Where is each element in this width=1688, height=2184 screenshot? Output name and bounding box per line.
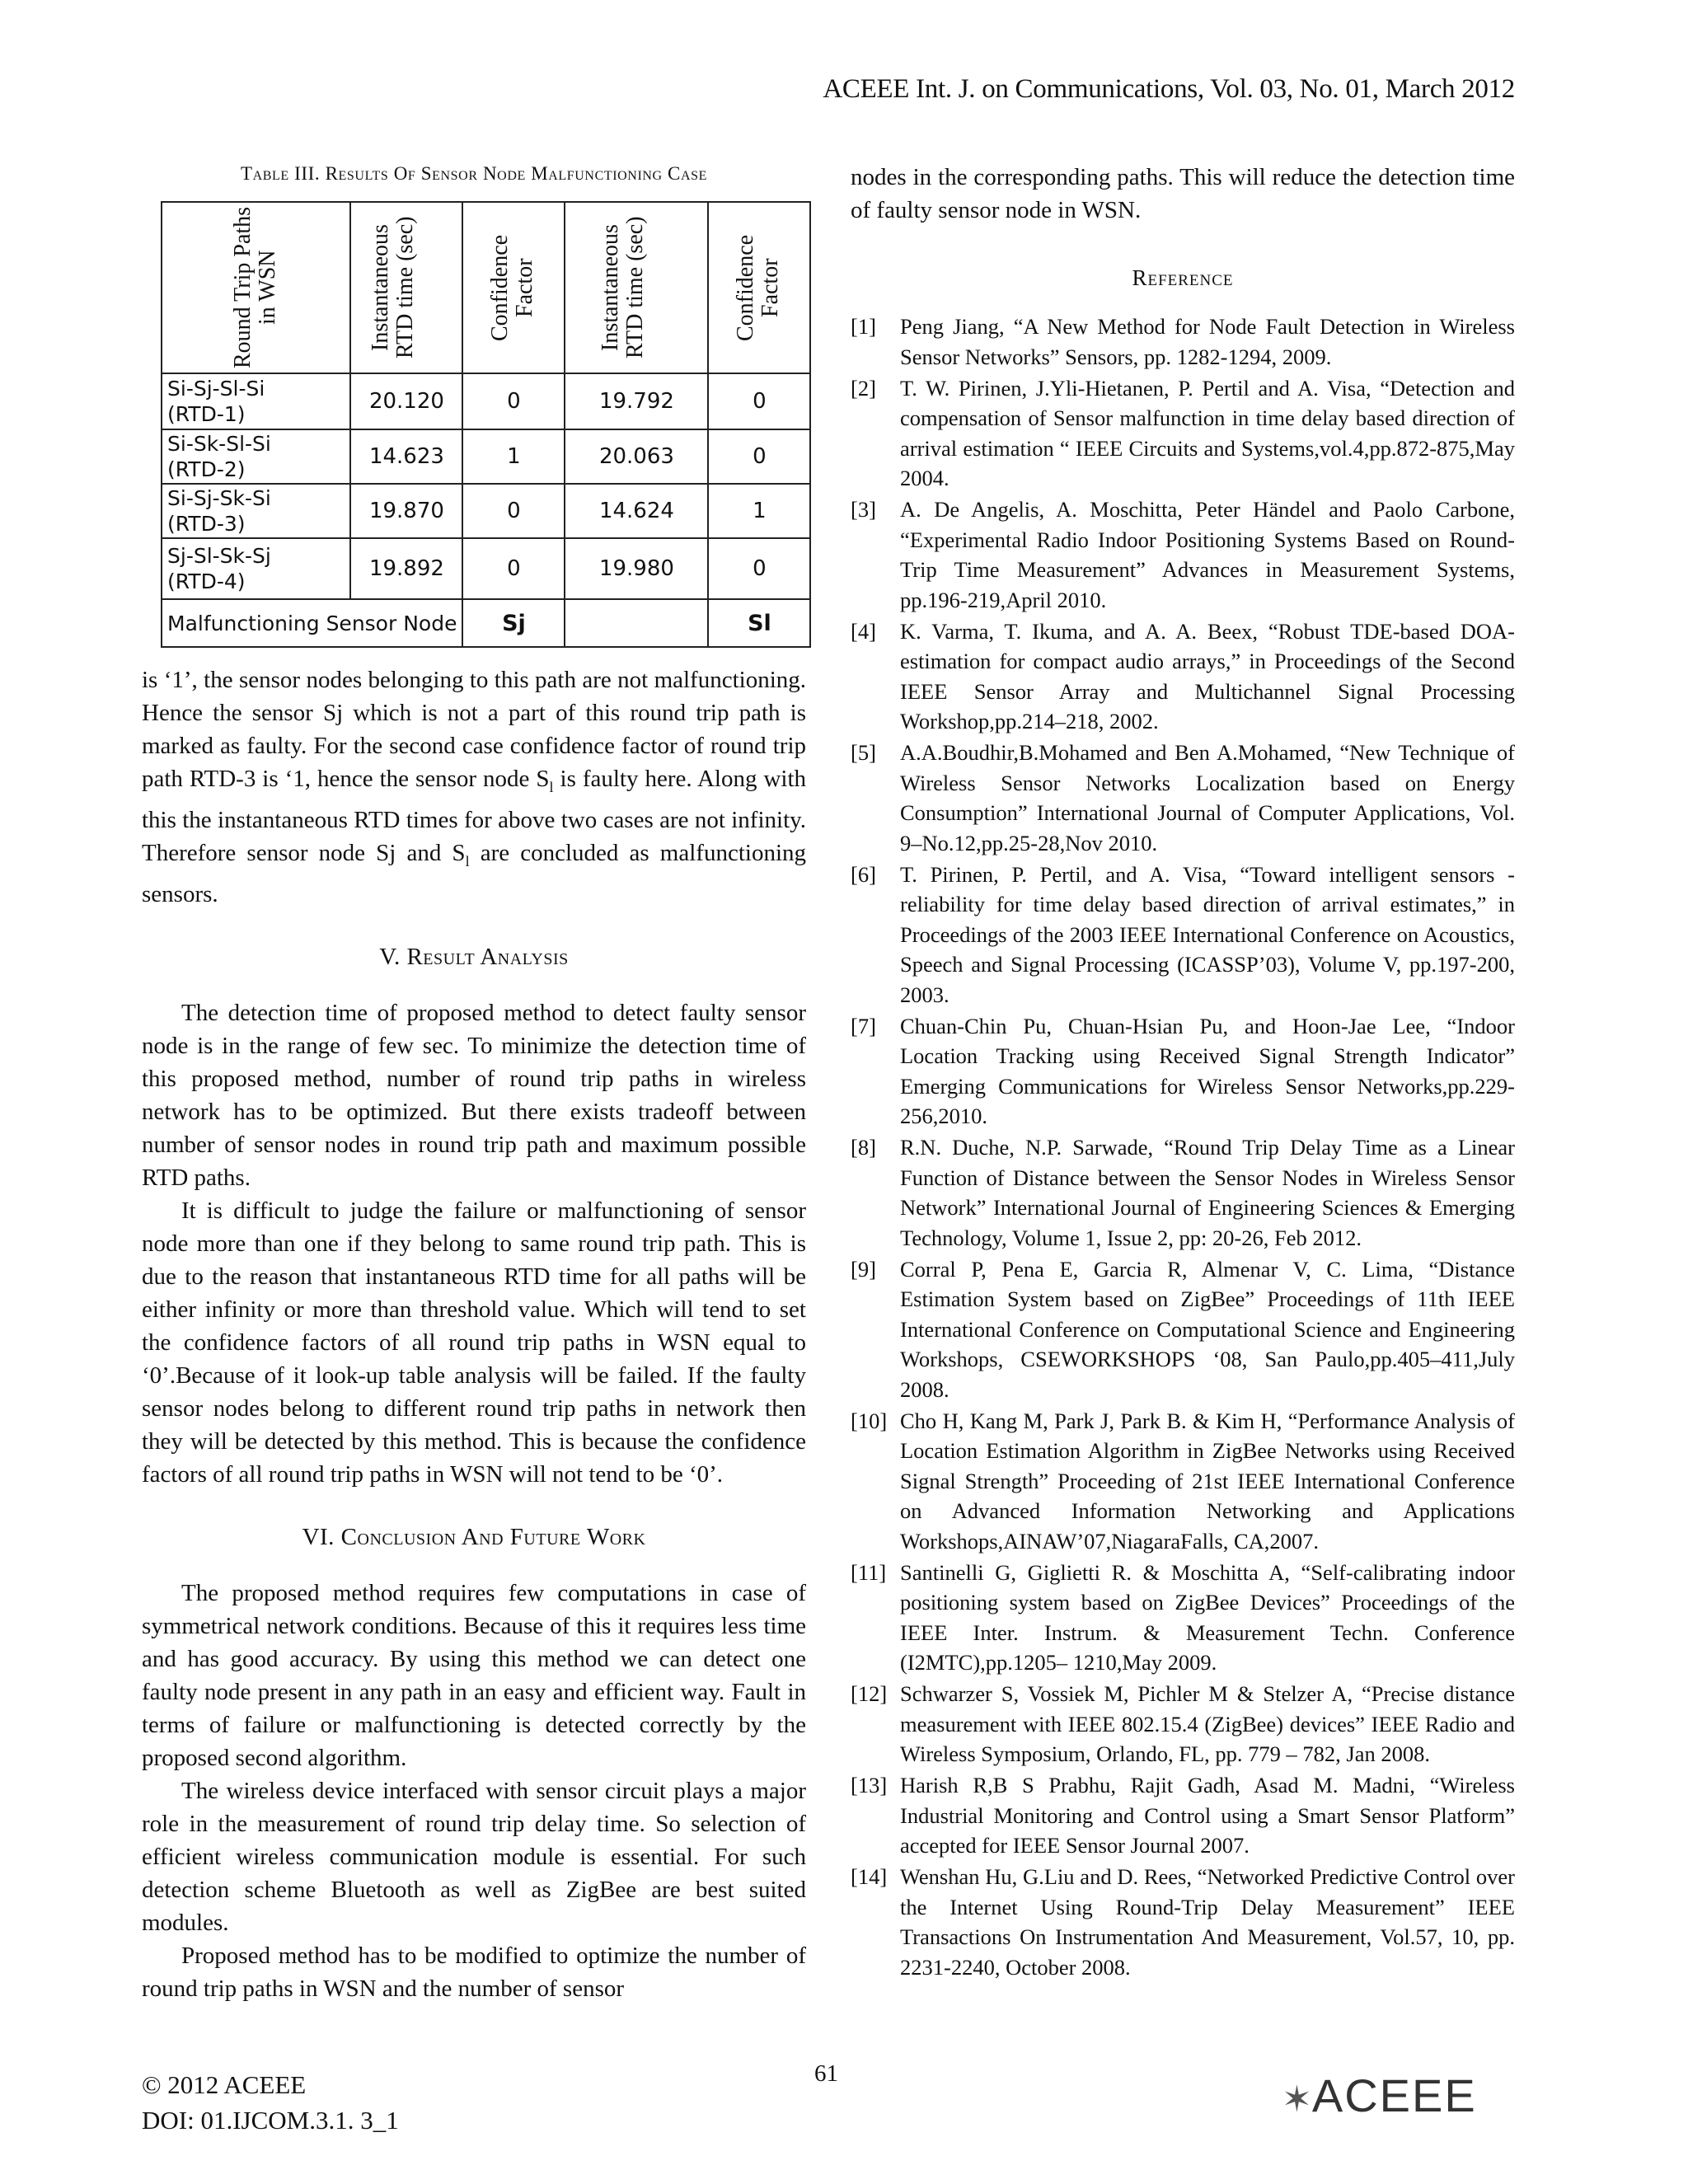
- reference-item: [12] Schwarzer S, Vossiek M, Pichler M & Stelzer A, “Precise distance measurement with IEEE 802.15.4 (ZigBee) devices” IEEE Radio and Wireless Symposium, Orlando, FL, pp. 779 – 782, Jan 2008.: [851, 1681, 1515, 1766]
- reference-list: [851, 312, 1515, 1984]
- header-rtd-1: Instantaneous RTD time (sec): [350, 202, 462, 373]
- row-rtd-time-1: 20.120: [350, 373, 462, 429]
- doi: DOI: 01.IJCOM.3.1. 3_1: [142, 2106, 399, 2135]
- page-number: 61: [814, 2060, 838, 2087]
- right-column-continued: [851, 161, 1515, 227]
- malfunctioning-node-case-1: Sj: [462, 599, 565, 647]
- star-icon: ✶: [1282, 2079, 1312, 2120]
- malfunctioning-label: Malfunctioning Sensor Node: [162, 599, 462, 647]
- results-table: [161, 201, 811, 648]
- row-rtd-time-1: 14.623: [350, 429, 462, 484]
- table-row: [162, 373, 810, 429]
- section-6-paragraph-3: Proposed method has to be modified to optimize the number of round trip paths in WSN and the number of sensor: [142, 1942, 806, 2002]
- section-6-title: VI. Conclusion And Future Work: [302, 1523, 646, 1550]
- header-confidence-2: Confidence Factor: [708, 202, 810, 373]
- row-confidence-1: 0: [462, 373, 565, 429]
- reference-item: [11] Santinelli G, Giglietti R. & Moschitta A, “Self-calibrating indoor positioning system based on ZigBee Devices” Proceedings of the IEEE Inter. Instrum. & Measurement Techn. Conference (I2MTC),pp.1205– 1210,May 2009.: [851, 1559, 1515, 1675]
- reference-item: [3] A. De Angelis, A. Moschitta, Peter Händel and Paolo Carbone, “Experimental Radio Indoor Positioning Systems Based on Round-Trip Time Measurement” Advances in Measurement Systems, pp.196-219,April 2010.: [851, 497, 1515, 612]
- left-column: [142, 663, 806, 2005]
- section-6-paragraph-2: The wireless device interfaced with sensor circuit plays a major role in the measurement of round trip delay time. So selection of efficient wireless communication module is essential. For such detection scheme Bluetooth as well as ZigBee are best suited modules.: [142, 1777, 806, 1936]
- paragraph-continued: is ‘1’, the sensor nodes belonging to this path are not malfunctioning. Hence the sensor Sj which is not a part of this round trip path is marked as faulty. For the second case confidence factor of round trip path RTD-3 is ‘1, hence the sensor node $S_l$ is faulty here. Along with this the instantaneous RTD times for above two cases are not infinity. Therefore sensor node Sj and $S_l$ are concluded as malfunctioning sensors.: [142, 667, 807, 907]
- row-path-label: Si-Sj-Sl-Si (RTD-1): [162, 373, 350, 429]
- paragraph-continued-right: nodes in the corresponding paths. This will reduce the detection time of faulty sensor node in WSN.: [851, 164, 1515, 223]
- row-path-label: Si-Sk-Sl-Si (RTD-2): [162, 429, 350, 484]
- table-row: [162, 538, 810, 599]
- row-confidence-2: 1: [708, 484, 810, 538]
- row-rtd-time-2: 20.063: [565, 429, 708, 484]
- section-5-paragraph-1: The detection time of proposed method to detect faulty sensor node is in the range of few sec. To minimize the detection time of this proposed method, number of round trip paths in wireless network has to be optimized. But there exists tradeoff between number of sensor nodes in round trip path and maximum possible RTD paths.: [142, 999, 806, 1191]
- logo-text: ACEEE: [1311, 2069, 1477, 2121]
- table-row: [162, 484, 810, 538]
- row-confidence-1: 0: [462, 538, 565, 599]
- row-path-label: Si-Sj-Sk-Si (RTD-3): [162, 484, 350, 538]
- header-rtd-2: Instantaneous RTD time (sec): [565, 202, 708, 373]
- empty-cell: [565, 599, 708, 647]
- row-confidence-2: 0: [708, 373, 810, 429]
- reference-item: [10] Cho H, Kang M, Park J, Park B. & Kim H, “Performance Analysis of Location Estimation Algorithm in ZigBee Networks using Received Signal Strength” Proceeding of 21st IEEE International Conference on Advanced Information Networking and Applications Workshops,AINAW’07,NiagaraFalls, CA,2007.: [851, 1408, 1515, 1554]
- reference-item: [8] R.N. Duche, N.P. Sarwade, “Round Trip Delay Time as a Linear Function of Distance between the Sensor Nodes in Wireless Sensor Network” International Journal of Engineering Sciences & Emerging Technology, Volume 1, Issue 2, pp: 20-26, Feb 2012.: [851, 1135, 1515, 1250]
- row-rtd-time-1: 19.892: [350, 538, 462, 599]
- row-confidence-2: 0: [708, 538, 810, 599]
- reference-item: [1] Peng Jiang, “A New Method for Node Fault Detection in Wireless Sensor Networks” Sensors, pp. 1282-1294, 2009.: [851, 314, 1515, 369]
- journal-header: ACEEE Int. J. on Communications, Vol. 03, No. 01, March 2012: [823, 74, 1515, 104]
- malfunctioning-node-case-2: Sl: [708, 599, 810, 647]
- copyright: © 2012 ACEEE: [142, 2070, 307, 2099]
- row-rtd-time-2: 19.792: [565, 373, 708, 429]
- reference-item: [5] A.A.Boudhir,B.Mohamed and Ben A.Mohamed, “New Technique of Wireless Sensor Networks Localization based on Energy Consumption” International Journal of Computer Applications, Vol. 9–No.12,pp.25-28,Nov 2010.: [851, 740, 1515, 855]
- reference-item: [4] K. Varma, T. Ikuma, and A. A. Beex, “Robust TDE-based DOA-estimation for compact audio arrays,” in Proceedings of the Second IEEE Sensor Array and Multichannel Signal Processing Workshop,pp.214–218, 2002.: [851, 618, 1515, 733]
- references-title: Reference: [1132, 265, 1234, 290]
- reference-item: [6] T. Pirinen, P. Pertil, and A. Visa, “Toward intelligent sensors - reliability for time delay based direction of arrival estimates,” in Proceedings of the 2003 IEEE International Conference on Acoustics, Speech and Signal Processing (ICASSP’03), Volume V, pp.197-200, 2003.: [851, 861, 1515, 1007]
- table-footer-row: [162, 599, 810, 647]
- section-5-paragraph-2: It is difficult to judge the failure or malfunctioning of sensor node more than one if they belong to same round trip path. This is due to the reason that instantaneous RTD time for all paths will be either infinity or more than threshold value. Which will tend to set the confidence factors of all round trip paths in WSN equal to ‘0’.Because of it look-up table analysis will be failed. If the faulty sensor nodes belong to different round trip paths in network then they will be detected by this method. This is because the confidence factors of all round trip paths in WSN will not tend to be ‘0’.: [142, 1197, 806, 1488]
- footer-left: [142, 2067, 399, 2138]
- row-rtd-time-2: 19.980: [565, 538, 708, 599]
- table-caption: Table III. Results Of Sensor Node Malfunctioning Case: [240, 163, 708, 184]
- header-paths: Round Trip Paths in WSN: [162, 202, 350, 373]
- reference-item: [7] Chuan-Chin Pu, Chuan-Hsian Pu, and Hoon-Jae Lee, “Indoor Location Tracking using Received Signal Strength Indicator” Emerging Communications for Wireless Sensor Networks,pp.229-256,2010.: [851, 1013, 1515, 1128]
- row-confidence-1: 0: [462, 484, 565, 538]
- row-rtd-time-1: 19.870: [350, 484, 462, 538]
- table-header-row: [162, 202, 810, 373]
- section-5-title: V. Result Analysis: [379, 943, 569, 970]
- row-confidence-2: 0: [708, 429, 810, 484]
- row-path-label: Sj-Sl-Sk-Sj (RTD-4): [162, 538, 350, 599]
- row-confidence-1: 1: [462, 429, 565, 484]
- reference-item: [9] Corral P, Pena E, Garcia R, Almenar V, C. Lima, “Distance Estimation System based on ZigBee” Proceedings of 11th IEEE International Conference on Computational Science and Engineering Workshops, CSEWORKSHOPS ‘08, San Paulo,pp.405–411,July 2008.: [851, 1256, 1515, 1402]
- reference-item: [13] Harish R,B S Prabhu, Rajit Gadh, Asad M. Madni, “Wireless Industrial Monitoring and Control using a Smart Sensor Platform” accepted for IEEE Sensor Journal 2007.: [851, 1773, 1515, 1858]
- reference-item: [2] T. W. Pirinen, J.Yli-Hietanen, P. Pertil and A. Visa, “Detection and compensation of Sensor malfunction in time delay based direction of arrival estimation “ IEEE Circuits and Systems,vol.4,pp.872-875,May 2004.: [851, 375, 1515, 490]
- aceee-logo: [1282, 2069, 1477, 2122]
- table-row: [162, 429, 810, 484]
- header-confidence-1: Confidence Factor: [462, 202, 565, 373]
- reference-item: [14] Wenshan Hu, G.Liu and D. Rees, “Networked Predictive Control over the Internet Using Round-Trip Delay Measurement” IEEE Transactions On Instrumentation And Measurement, Vol.57, 10, pp. 2231-2240, October 2008.: [851, 1864, 1515, 1980]
- row-rtd-time-2: 14.624: [565, 484, 708, 538]
- section-6-paragraph-1: The proposed method requires few computations in case of symmetrical network conditions. Because of this it requires less time and has good accuracy. By using this method we can detect one faulty node present in any path in an easy and efficient way. Fault in terms of failure or malfunctioning is detected correctly by the proposed second algorithm.: [142, 1579, 806, 1771]
